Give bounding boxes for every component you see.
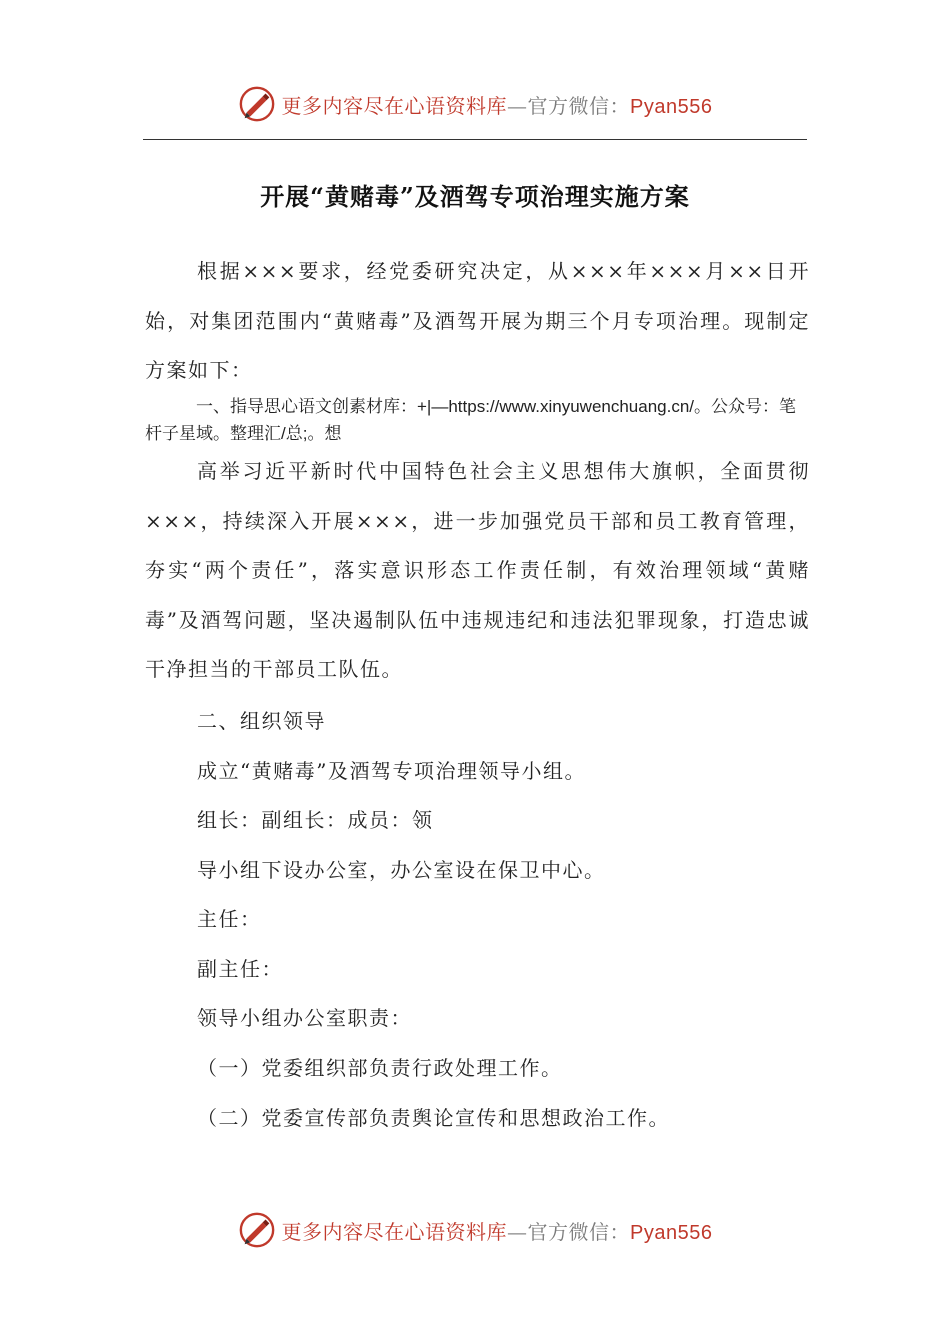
section-1-heading bbox=[145, 393, 810, 447]
watermark-label: 官方微信： bbox=[527, 93, 631, 118]
director: 主任： bbox=[197, 907, 262, 931]
duty-item-2: （二）党委宣传部负责舆论宣传和思想政治工作。 bbox=[197, 1106, 670, 1130]
footer-watermark bbox=[0, 1208, 950, 1252]
watermark-text: 更多内容尽在心语资料库 bbox=[281, 1219, 508, 1244]
group-established: 成立“黄赌毒”及酒驾专项治理领导小组。 bbox=[197, 759, 586, 783]
watermark-id: Pyan556 bbox=[630, 95, 713, 118]
watermark-separator: — bbox=[507, 1219, 528, 1244]
group-roles: 组长：副组长：成员：领 bbox=[197, 808, 434, 832]
intro-paragraph: 根据×××要求，经党委研究决定，从×××年×××月××日开始，对集团范围内“黄赌毒”及酒驾开展为期三个月专项治理。现制定方案如下： bbox=[145, 259, 810, 382]
office-setup: 导小组下设办公室，办公室设在保卫中心。 bbox=[197, 858, 606, 882]
pen-logo-icon bbox=[238, 85, 276, 123]
duty-item-1: （一）党委组织部负责行政处理工作。 bbox=[197, 1056, 563, 1080]
watermark-label: 官方微信： bbox=[527, 1219, 631, 1244]
header-divider bbox=[143, 139, 807, 140]
office-duties: 领导小组办公室职责： bbox=[197, 1006, 412, 1030]
section-2-heading: 二、组织领导 bbox=[197, 709, 326, 733]
watermark-id: Pyan556 bbox=[630, 1221, 713, 1244]
deputy-director: 副主任： bbox=[197, 957, 283, 981]
section-1-heading-text: 一、指导思心语文创素材库：+|—https://www.xinyuwenchuang.cn/。公众号：笔杆子星域。整理汇/总;。想 bbox=[145, 397, 797, 443]
section-1-body: 高举习近平新时代中国特色社会主义思想伟大旗帜，全面贯彻×××，持续深入开展×××，进一步加强党员干部和员工教育管理，夯实“两个责任”，落实意识形态工作责任制，有效治理领域“黄赌毒”及酒驾问题，坚决遏制队伍中违规违纪和违法犯罪现象，打造忠诚干净担当的干部员工队伍。 bbox=[145, 459, 810, 681]
watermark-text: 更多内容尽在心语资料库 bbox=[281, 93, 508, 118]
header-watermark bbox=[0, 82, 950, 126]
watermark-separator: — bbox=[507, 93, 528, 118]
document-title: 开展“黄赌毒”及酒驾专项治理实施方案 bbox=[260, 182, 690, 211]
pen-logo-icon bbox=[238, 1211, 276, 1249]
